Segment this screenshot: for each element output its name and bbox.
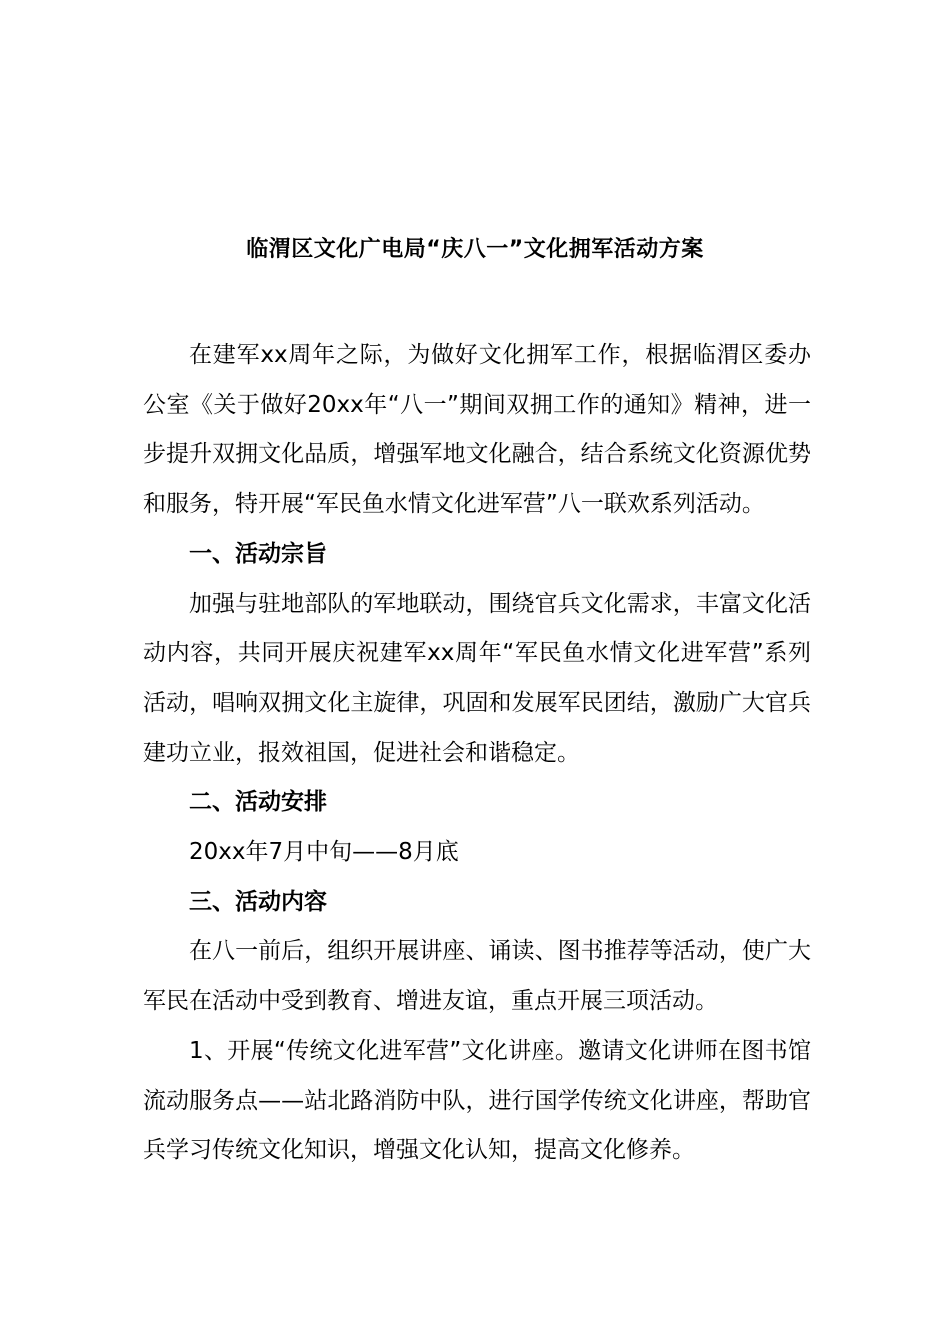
document-title: 临渭区文化广电局“庆八一”文化拥军活动方案 [246, 237, 704, 262]
content-item-1: 1、开展“传统文化进军营”文化讲座。邀请文化讲师在图书馆流动服务点——站北路消防中队，进行国学传统文化讲座，帮助官兵学习传统文化知识，增强文化认知，提高文化修养。 [143, 1037, 811, 1164]
intro-paragraph: 在建军xx周年之际，为做好文化拥军工作，根据临渭区委办公室《关于做好20xx年“八一”期间双拥工作的通知》精神，进一步提升双拥文化品质，增强军地文化融合，结合系统文化资源优势和服务，特开展“军民鱼水情文化进军营”八一联欢系列活动。 [143, 342, 811, 518]
document-body [143, 331, 811, 1176]
section-heading-purpose: 一、活动宗旨 [189, 540, 327, 567]
section-text-content: 在八一前后，组织开展讲座、诵读、图书推荐等活动，使广大军民在活动中受到教育、增进友谊，重点开展三项活动。 [143, 938, 811, 1015]
section-text-schedule: 20xx年7月中旬——8月底 [189, 839, 459, 866]
section-heading-content: 三、活动内容 [189, 888, 327, 915]
section-heading-schedule: 二、活动安排 [189, 789, 327, 816]
section-text-purpose: 加强与驻地部队的军地联动，围绕官兵文化需求，丰富文化活动内容，共同开展庆祝建军xx周年“军民鱼水情文化进军营”系列活动，唱响双拥文化主旋律，巩固和发展军民团结，激励广大官兵建功立业，报效祖国，促进社会和谐稳定。 [143, 590, 811, 766]
